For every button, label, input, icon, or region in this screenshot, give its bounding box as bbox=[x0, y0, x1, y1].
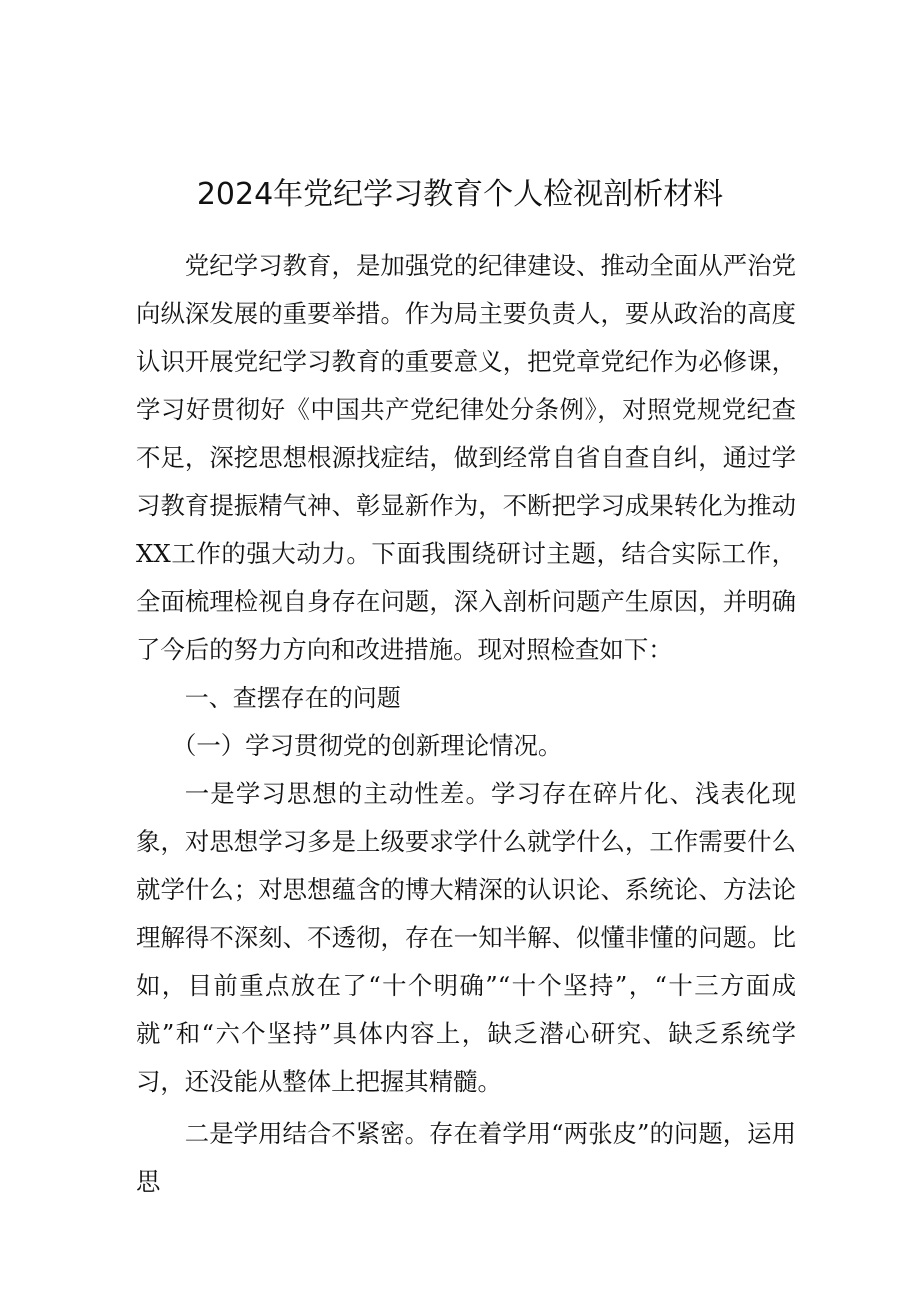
subsection-heading: （一）学习贯彻党的创新理论情况。 bbox=[172, 731, 563, 760]
point-paragraph-2: 二是学用结合不紧密。存在着学用“两张皮”的问题，运用思 bbox=[136, 1119, 796, 1196]
section-heading: 一、查摆存在的问题 bbox=[184, 684, 401, 712]
document-title: 2024年党纪学习教育个人检视剖析材料 bbox=[196, 177, 724, 212]
document-body bbox=[136, 242, 796, 1206]
point-paragraph-1: 一是学习思想的主动性差。学习存在碎片化、浅表化现象，对思想学习多是上级要求学什么就学什么，工作需要什么就学什么；对思想蕴含的博大精深的认识论、系统论、方法论理解得不深刻、不透彻，存在一知半解、似懂非懂的问题。比如，目前重点放在了“十个明确”“十个坚持”，“十三方面成就”和“六个坚持”具体内容上，缺乏潜心研究、缺乏系统学习，还没能从整体上把握其精髓。 bbox=[136, 779, 796, 1096]
intro-paragraph: 党纪学习教育，是加强党的纪律建设、推动全面从严治党向纵深发展的重要举措。作为局主要负责人，要从政治的高度认识开展党纪学习教育的重要意义，把党章党纪作为必修课，学习好贯彻好《中国共产党纪律处分条例》，对照党规党纪查不足，深挖思想根源找症结，做到经常自省自查自纠，通过学习教育提振精气神、彰显新作为，不断把学习成果转化为推动XX工作的强大动力。下面我围绕研讨主题，结合实际工作，全面梳理检视自身存在问题，深入剖析问题产生原因，并明确了今后的努力方向和改进措施。现对照检查如下： bbox=[136, 251, 796, 664]
